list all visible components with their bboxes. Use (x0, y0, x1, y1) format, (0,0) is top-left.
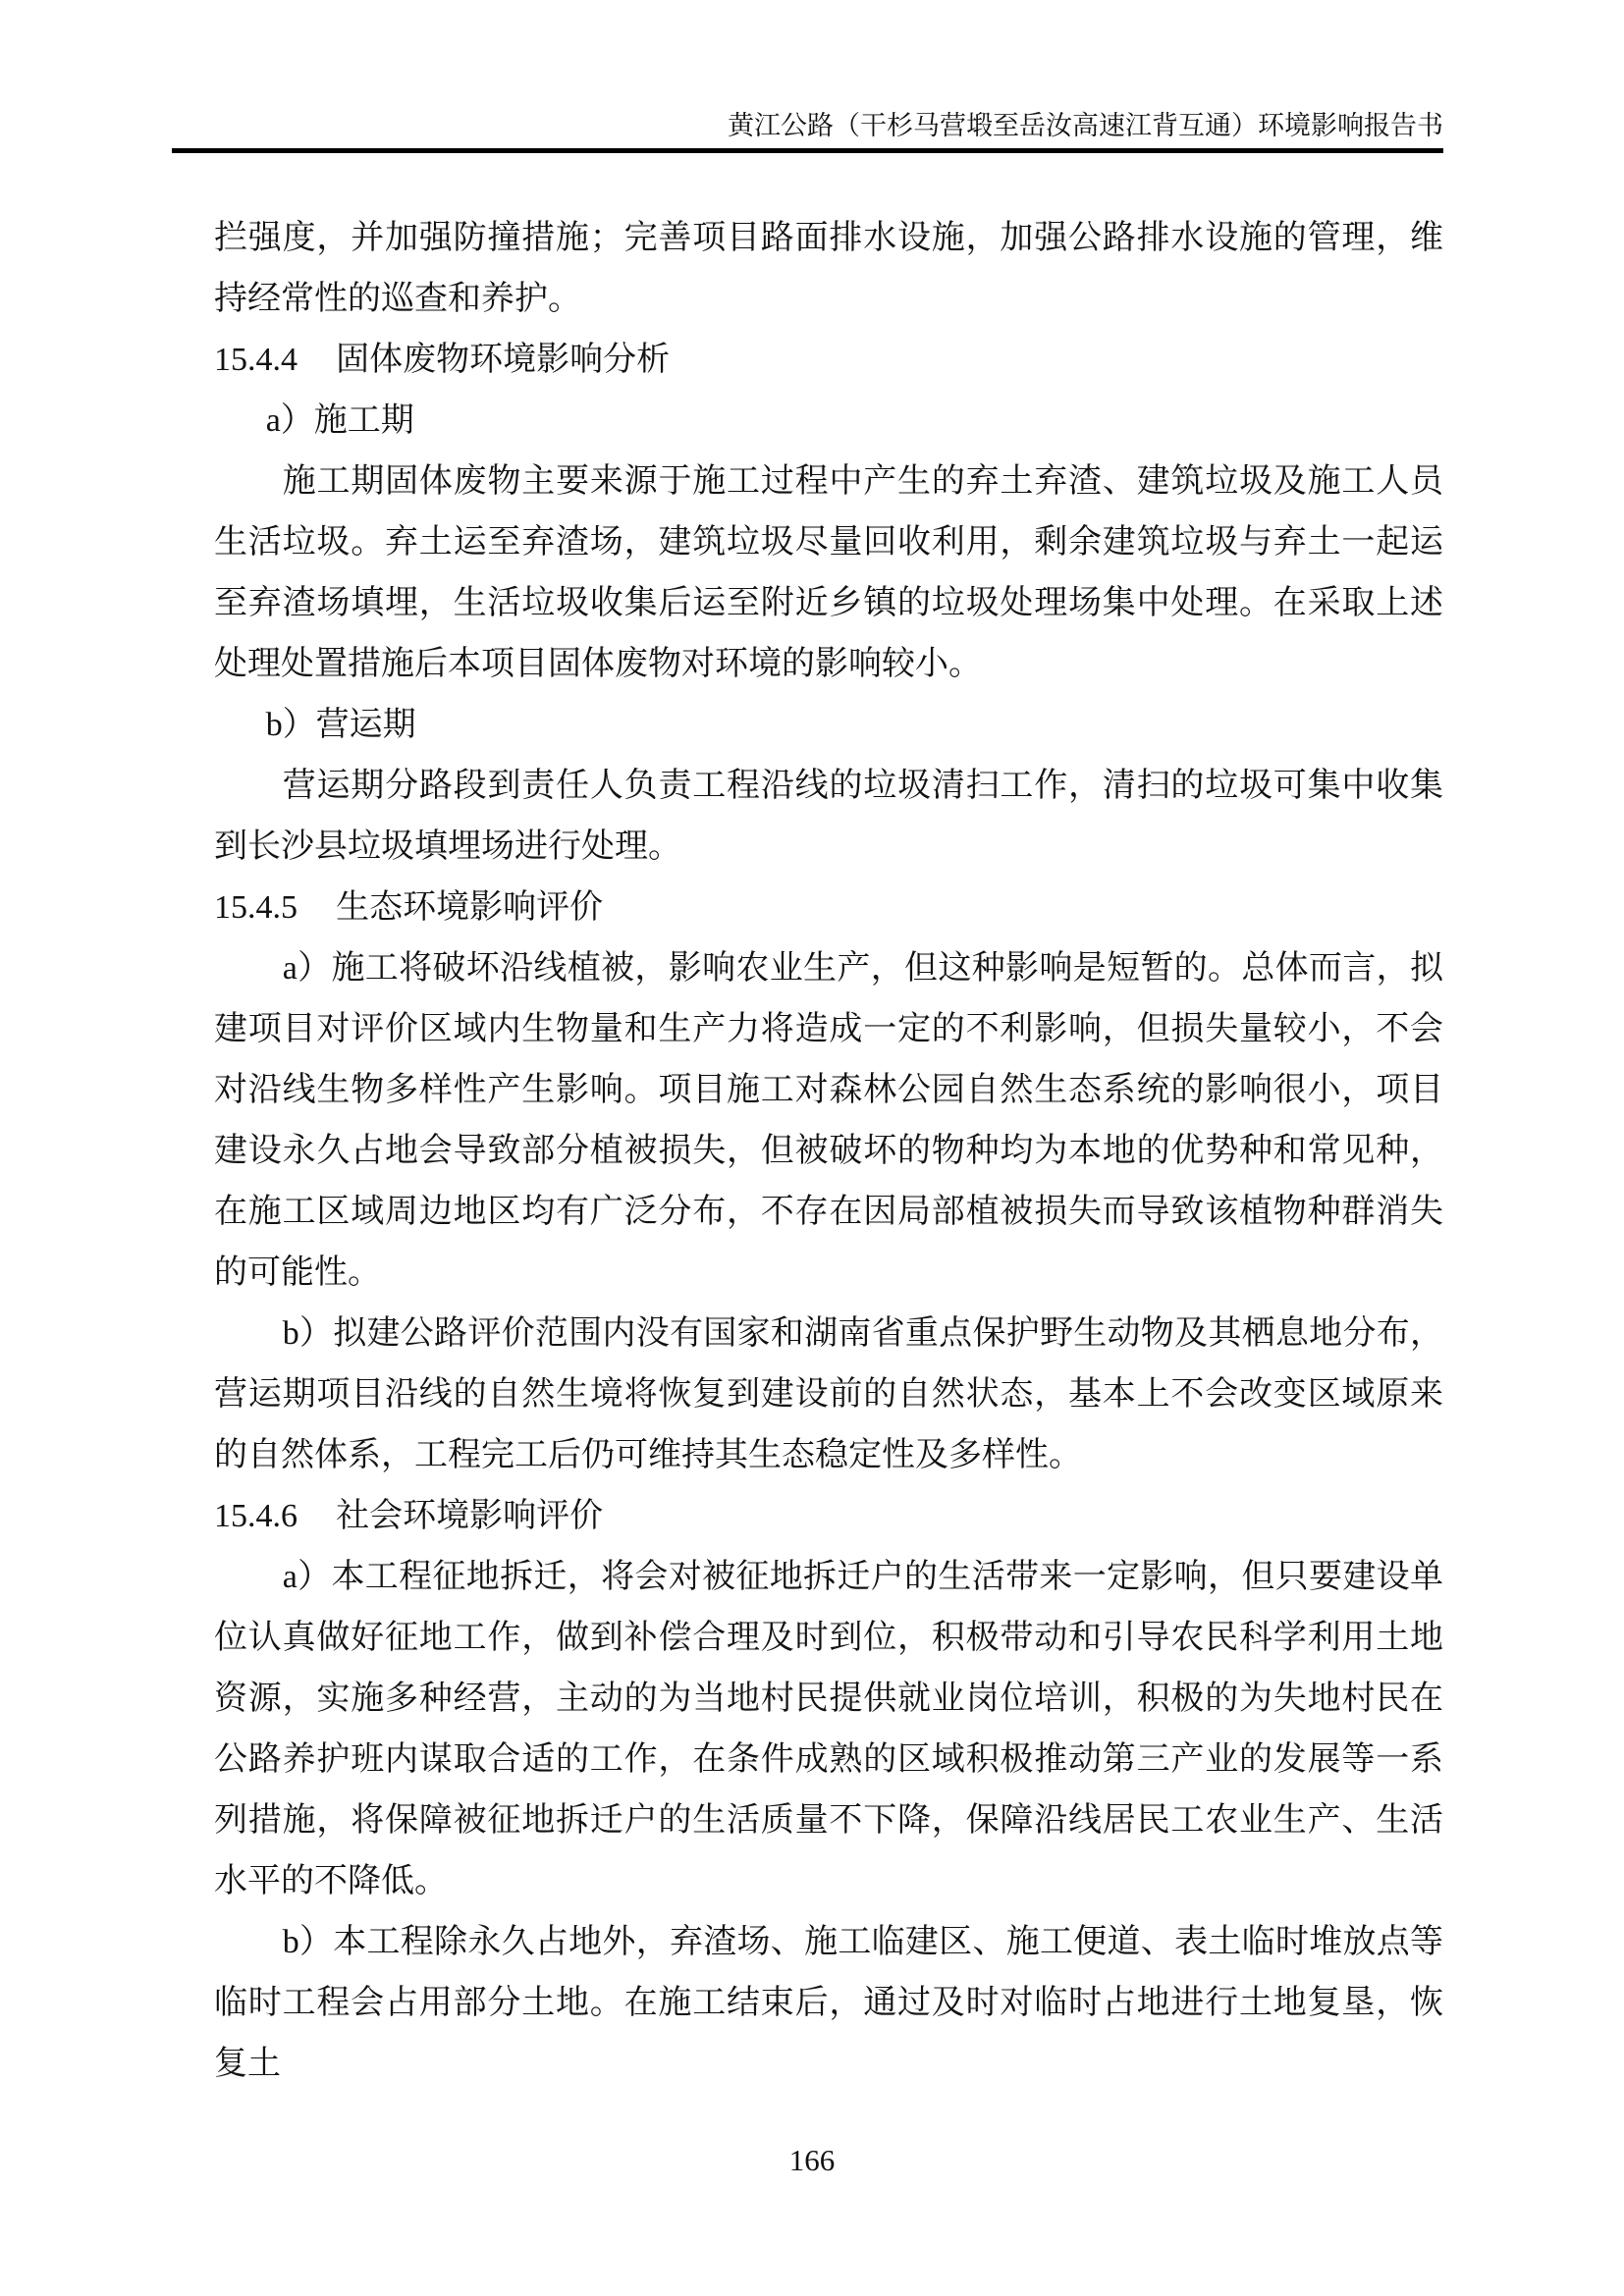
body-paragraph: 施工期固体废物主要来源于施工过程中产生的弃土弃渣、建筑垃圾及施工人员生活垃圾。弃土运至弃渣场，建筑垃圾尽量回收利用，剩余建筑垃圾与弃土一起运至弃渣场填埋，生活垃圾收集后运至附近乡镇的垃圾处理场集中处理。在采取上述处理处置措施后本项目固体废物对环境的影响较小。 (214, 463, 1443, 682)
document-body (214, 208, 1443, 2095)
section-number: 15.4.5 (214, 889, 298, 926)
list-item-a-construction-period: a）施工期 (265, 402, 414, 439)
section-heading-15-4-5 (214, 878, 1443, 938)
body-paragraph: a）本工程征地拆迁，将会对被征地拆迁户的生活带来一定影响，但只要建设单位认真做好征地工作，做到补偿合理及时到位，积极带动和引导农民科学利用土地资源，实施多种经营，主动的为当地村民提供就业岗位培训，积极的为失地村民在公路养护班内谋取合适的工作，在条件成熟的区域积极推动第三产业的发展等一系列措施，将保障被征地拆迁户的生活质量不下降，保障沿线居民工农业生产、生活水平的不降低。 (214, 1559, 1443, 1899)
section-number: 15.4.6 (214, 1498, 298, 1534)
page-footer (0, 2143, 1624, 2178)
list-item-b-operation-period: b）营运期 (265, 707, 416, 743)
page-number: 166 (788, 2143, 836, 2177)
section-number: 15.4.4 (214, 342, 298, 378)
body-paragraph-continuation: 拦强度，并加强防撞措施；完善项目路面排水设施，加强公路排水设施的管理，维持经常性的巡查和养护。 (214, 220, 1443, 317)
section-title: 社会环境影响评价 (336, 1498, 604, 1534)
section-heading-15-4-4 (214, 330, 1443, 391)
body-paragraph: b）本工程除永久占地外，弃渣场、施工临建区、施工便道、表土临时堆放点等临时工程会占用部分土地。在施工结束后，通过及时对临时占地进行土地复垦，恢复土 (214, 1924, 1443, 2082)
body-paragraph: 营运期分路段到责任人负责工程沿线的垃圾清扫工作，清扫的垃圾可集中收集到长沙县垃圾填埋场进行处理。 (214, 768, 1443, 865)
body-paragraph: a）施工将破坏沿线植被，影响农业生产，但这种影响是短暂的。总体而言，拟建项目对评价区域内生物量和生产力将造成一定的不利影响，但损失量较小，不会对沿线生物多样性产生影响。项目施工对森林公园自然生态系统的影响很小，项目建设永久占地会导致部分植被损失，但被破坏的物种均为本地的优势种和常见种，在施工区域周边地区均有广泛分布，不存在因局部植被损失而导致该植物种群消失的可能性。 (214, 950, 1443, 1291)
body-paragraph: b）拟建公路评价范围内没有国家和湖南省重点保护野生动物及其栖息地分布，营运期项目沿线的自然生境将恢复到建设前的自然状态，基本上不会改变区域原来的自然体系，工程完工后仍可维持其生态稳定性及多样性。 (214, 1315, 1443, 1473)
header-rule (172, 148, 1443, 153)
section-title: 固体废物环境影响分析 (336, 342, 671, 378)
running-header-title: 黄江公路（干杉马营塅至岳汝高速江背互通）环境影响报告书 (728, 111, 1443, 140)
section-title: 生态环境影响评价 (336, 889, 604, 926)
section-heading-15-4-6 (214, 1486, 1443, 1547)
